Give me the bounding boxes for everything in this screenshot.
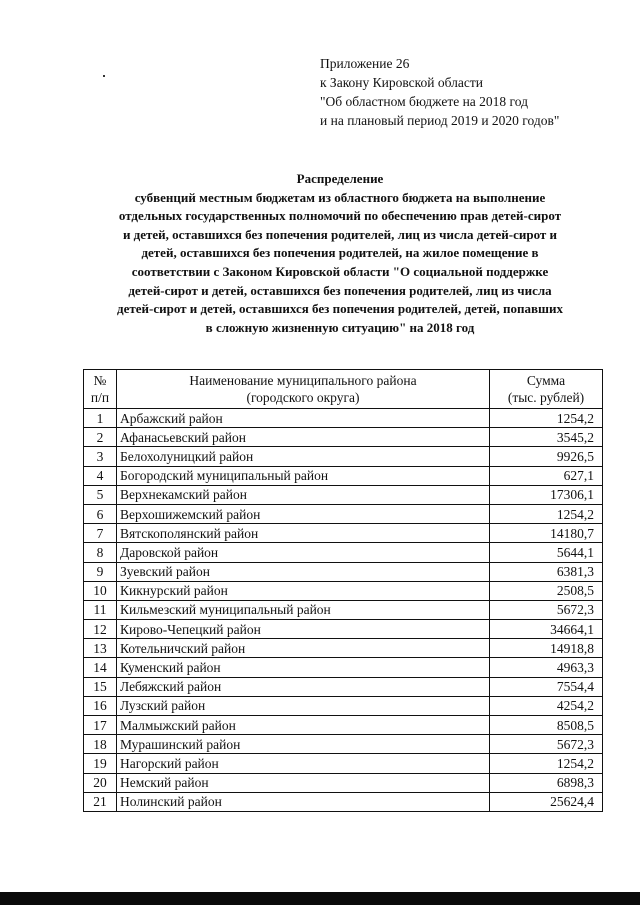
- row-amount: 17306,1: [490, 485, 603, 504]
- header-sum: [490, 370, 603, 409]
- row-amount: 1254,2: [490, 504, 603, 523]
- row-number: 17: [84, 716, 117, 735]
- table-row: [84, 696, 603, 715]
- table-row: [84, 639, 603, 658]
- title-heading: Распределение: [296, 171, 384, 186]
- row-amount: 34664,1: [490, 620, 603, 639]
- row-amount: 4254,2: [490, 696, 603, 715]
- table-row: [84, 409, 603, 428]
- row-number: 11: [84, 600, 117, 619]
- table-row: [84, 658, 603, 677]
- header-name: [117, 370, 490, 409]
- row-number: 6: [84, 504, 117, 523]
- row-amount: 1254,2: [490, 754, 603, 773]
- row-district-name: Афанасьевский район: [117, 428, 490, 447]
- table-row: [84, 754, 603, 773]
- row-district-name: Кикнурский район: [117, 581, 490, 600]
- scan-bottom-edge: [0, 892, 640, 905]
- row-district-name: Куменский район: [117, 658, 490, 677]
- table-row: [84, 466, 603, 485]
- row-number: 13: [84, 639, 117, 658]
- header-sum-line: Сумма: [526, 373, 566, 388]
- table-row: [84, 447, 603, 466]
- table-row: [84, 562, 603, 581]
- row-amount: 14180,7: [490, 524, 603, 543]
- row-district-name: Лебяжский район: [117, 677, 490, 696]
- row-number: 14: [84, 658, 117, 677]
- table-row: [84, 504, 603, 523]
- appendix-line: Приложение 26: [320, 56, 410, 71]
- row-number: 8: [84, 543, 117, 562]
- row-district-name: Белохолуницкий район: [117, 447, 490, 466]
- table-row: [84, 773, 603, 792]
- title-line: субвенций местным бюджетам из областного бюджета на выполнение: [134, 189, 546, 205]
- table-header-row: [84, 370, 603, 409]
- header-sum-line: (тыс. рублей): [507, 390, 585, 405]
- row-amount: 2508,5: [490, 581, 603, 600]
- title-line: детей, оставшихся без попечения родителей, на жилое помещение в: [141, 245, 539, 261]
- table-row: [84, 620, 603, 639]
- table-row: [84, 677, 603, 696]
- title-line: детей-сирот и детей, оставшихся без попечения родителей, детей, попавших: [117, 301, 563, 317]
- table-row: [84, 543, 603, 562]
- row-district-name: Нагорский район: [117, 754, 490, 773]
- row-number: 10: [84, 581, 117, 600]
- row-number: 15: [84, 677, 117, 696]
- header-number: [84, 370, 117, 409]
- row-amount: 5672,3: [490, 600, 603, 619]
- row-district-name: Кирово-Чепецкий район: [117, 620, 490, 639]
- row-number: 5: [84, 485, 117, 504]
- row-amount: 627,1: [490, 466, 603, 485]
- row-amount: 5644,1: [490, 543, 603, 562]
- row-number: 19: [84, 754, 117, 773]
- row-amount: 9926,5: [490, 447, 603, 466]
- row-district-name: Даровской район: [117, 543, 490, 562]
- table-row: [84, 716, 603, 735]
- distribution-table: [83, 369, 603, 812]
- appendix-line: к Закону Кировской области: [320, 75, 484, 90]
- row-district-name: Вятскополянский район: [117, 524, 490, 543]
- row-amount: 5672,3: [490, 735, 603, 754]
- table-body: [84, 409, 603, 812]
- row-district-name: Верхнекамский район: [117, 485, 490, 504]
- row-number: 4: [84, 466, 117, 485]
- table-row: [84, 428, 603, 447]
- table-row: [84, 581, 603, 600]
- table-row: [84, 792, 603, 811]
- row-number: 20: [84, 773, 117, 792]
- row-amount: 6898,3: [490, 773, 603, 792]
- document-title: [80, 170, 600, 337]
- title-line: соответствии с Законом Кировской области "О социальной поддержке: [131, 263, 549, 279]
- row-amount: 14918,8: [490, 639, 603, 658]
- row-district-name: Немский район: [117, 773, 490, 792]
- appendix-line: "Об областном бюджете на 2018 год: [320, 94, 528, 109]
- row-amount: 1254,2: [490, 409, 603, 428]
- appendix-line: и на плановый период 2019 и 2020 годов": [320, 113, 560, 128]
- row-district-name: Верхошижемский район: [117, 504, 490, 523]
- table-row: [84, 735, 603, 754]
- row-district-name: Котельничский район: [117, 639, 490, 658]
- table-row: [84, 524, 603, 543]
- row-amount: 8508,5: [490, 716, 603, 735]
- row-district-name: Кильмезский муниципальный район: [117, 600, 490, 619]
- row-district-name: Богородский муниципальный район: [117, 466, 490, 485]
- row-district-name: Арбажский район: [117, 409, 490, 428]
- row-amount: 6381,3: [490, 562, 603, 581]
- row-amount: 4963,3: [490, 658, 603, 677]
- row-amount: 7554,4: [490, 677, 603, 696]
- scan-speck: [103, 75, 105, 77]
- header-number-line: п/п: [90, 390, 110, 405]
- row-number: 3: [84, 447, 117, 466]
- row-number: 18: [84, 735, 117, 754]
- header-name-line: Наименование муниципального района: [189, 373, 417, 388]
- table-row: [84, 600, 603, 619]
- header-number-line: №: [93, 373, 107, 388]
- row-number: 16: [84, 696, 117, 715]
- row-district-name: Мурашинский район: [117, 735, 490, 754]
- header-name-line: (городского округа): [246, 390, 360, 405]
- title-line: в сложную жизненную ситуацию" на 2018 год: [205, 319, 475, 335]
- row-district-name: Зуевский район: [117, 562, 490, 581]
- row-district-name: Малмыжский район: [117, 716, 490, 735]
- row-district-name: Лузский район: [117, 696, 490, 715]
- title-line: отдельных государственных полномочий по обеспечению прав детей-сирот: [118, 208, 562, 224]
- row-amount: 25624,4: [490, 792, 603, 811]
- row-number: 12: [84, 620, 117, 639]
- table-row: [84, 485, 603, 504]
- title-line: и детей, оставшихся без попечения родителей, лиц из числа детей-сирот и: [122, 226, 558, 242]
- appendix-reference: [320, 54, 559, 130]
- row-number: 7: [84, 524, 117, 543]
- row-number: 21: [84, 792, 117, 811]
- row-number: 9: [84, 562, 117, 581]
- row-number: 1: [84, 409, 117, 428]
- row-number: 2: [84, 428, 117, 447]
- row-amount: 3545,2: [490, 428, 603, 447]
- title-line: детей-сирот и детей, оставшихся без попечения родителей, лиц из числа: [128, 282, 552, 298]
- row-district-name: Нолинский район: [117, 792, 490, 811]
